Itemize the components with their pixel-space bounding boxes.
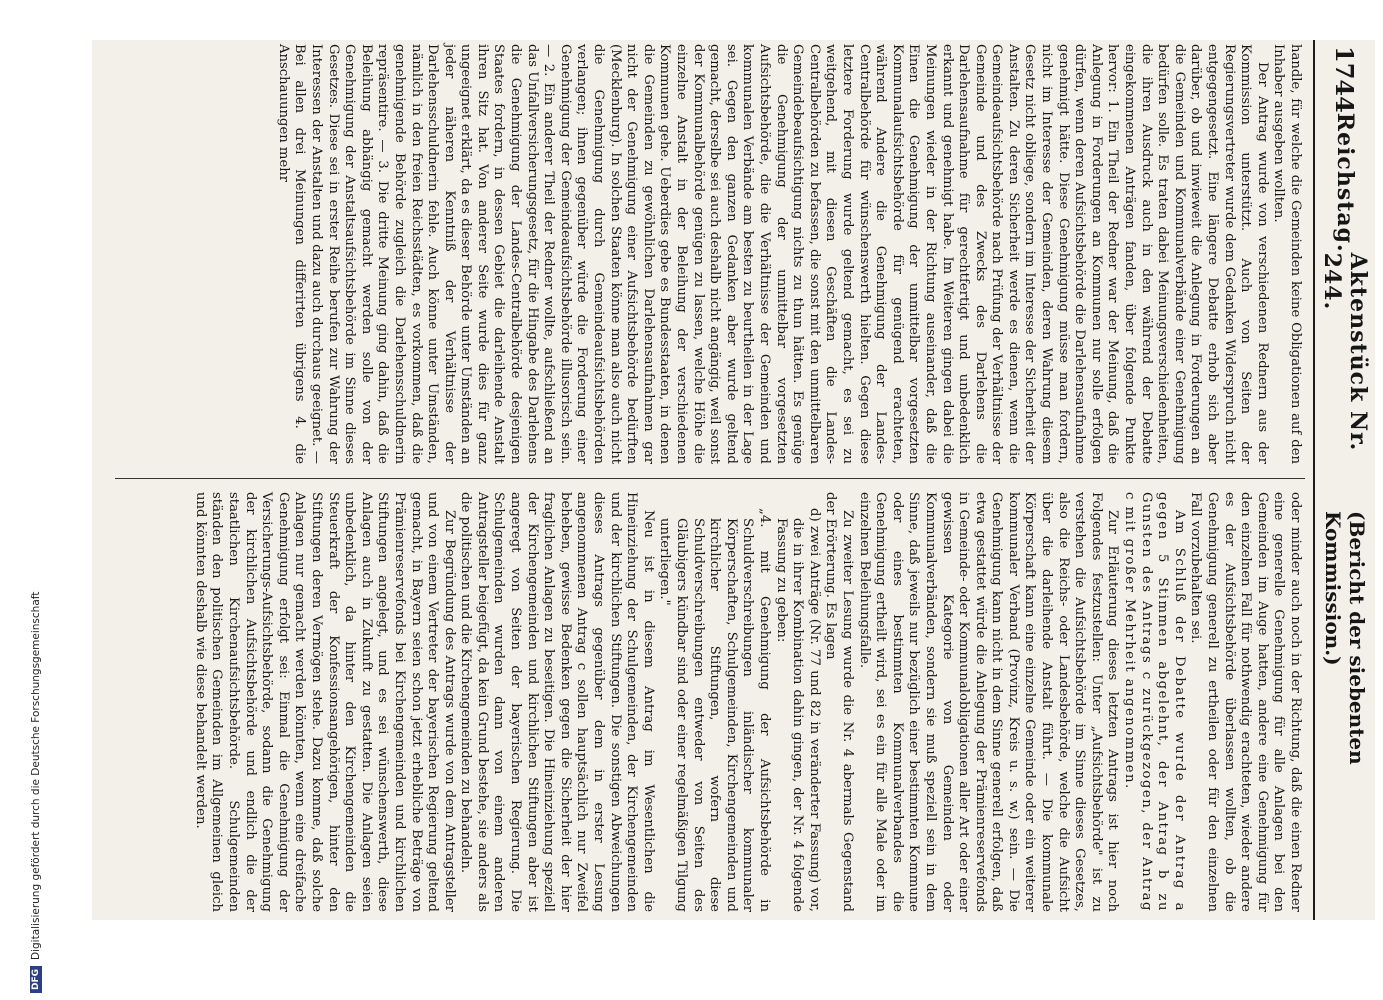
page-header (1313, 40, 1375, 920)
publication-title: Reichstag. (1332, 112, 1358, 253)
paragraph: oder minder auch noch in der Richtung, daß die einen Redner eine generelle Genehmigung für alle Anlagen bei den Gemeinden im Auge hatten, andere eine Genehmigung für den einzelnen Fall für nothwendig erachteten, wieder andere es der Aufsichtsbehörde überlassen wollten, ob die Genehmigung generell zu ertheilen oder für den einzelnen Fall vorzubehalten sei. (1188, 492, 1303, 912)
funding-credit-text: Digitalisierung gefördert durch die Deutsche Forschungsgemeinschaft (30, 591, 42, 960)
paragraph: Der Antrag wurde von verschiedenen Rednern aus der Kommission unterstützt. Auch von Seiten der Regierungsvertreter wurde dem Gedanken Widerspruch nicht entgegengesetzt. Eine längere Debatte erhob sich aber darüber, ob und inwieweit die Anlegung in Forderungen an die Gemeinden und Kommunalverbände einer Genehmigung bedürfen solle. Es traten dabei Meinungsverschiedenheiten, die ihren Ausdruck auch in den während der Debatte eingekommenen Anträgen fanden, über folgende Punkte hervor: 1. Ein Theil der Redner war der Meinung, daß die Anlegung in Forderungen an Kommunen nur solle erfolgen dürfen, wenn deren Aufsichtsbehörde die Darlehensaufnahme genehmigt hätte. Diese Genehmigung müsse man fordern, nicht im Interesse der Gemeinden, deren Wahrung diesem Gesetz nicht obliege, sondern im Interesse der Sicherheit der Anstalten. Zu deren Sicherheit werde es dienen, wenn die Gemeindeaufsichtsbehörde nach Prüfung der Verhältnisse der Gemeinde und des Zwecks des Darlehens die Darlehensaufnahme für gerechtfertigt und unbedenklich erkannt und genehmigt habe. Im Weiteren gingen dabei die Meinungen wieder in der Richtung auseinander, daß die Einen die Genehmigung der unmittelbar vorgesetzten Kommunalaufsichtsbehörde für genügend erachteten, während Andere die Genehmigung der Landes-Centralbehörde für wünschenswerth hielten. Gegen diese letztere Forderung wurde geltend gemacht, es sei zu weitgehend, mit diesen Geschäften die Landes-Centralbehörden zu befassen, die sonst mit den unmittelbaren Gemeindebeaufsichtigung nichts zu thun hätten. Es genüge die Genehmigung der unmittelbar vorgesetzten Aufsichtsbehörde, die die Verhältnisse der Gemeinden und kommunalen Verbände am besten zu beurtheilen in der Lage sei. Gegen den ganzen Gedanken aber wurde geltend gemacht, derselbe sei auch deshalb nicht angängig, weil sonst der Kommunalbehörde genügen zu lassen, welche Höhe die einzelne Anstalt in der Beleihung der verschiedenen Kommunen gehe. Ueberdies gebe es Bundesstaaten, in denen die Gemeinden zu gewöhnlichen Darlehensaufnahmen gar nicht der Genehmigung einer Aufsichtsbehörde bedürften (Mecklenburg). In solchen Staaten könne man also auch nicht die Genehmigung durch Gemeindeaufsichtsbehörden verlangen; ihnen gegenüber würde die Forderung einer Genehmigung der Gemeindeaufsichtsbehörde illusorisch sein. — 2. Ein anderer Theil der Redner wollte, aufschließend an das Unfallversicherungsgesetz, für die Hingabe des Darlehens die Genehmigung der Landes-Centralbehörde desjenigen Staates fordern, in dessen Gebiet die darleihende Anstalt ihren Sitz hat. Von anderer Seite wurde dies für ganz ungeeignet erklärt, da es dieser Behörde unter Umständen an jeder näheren Kenntniß der Verhältnisse der Darlehensschuldnerin fehle. Auch könne unter Umständen, nämlich in den freien Reichsstädten, es vorkommen, daß die genehmigende Behörde zugleich die Darlehensschuldnerin repräsentire. — 3. Die dritte Meinung ging dahin, daß die Beleihung abhängig gemacht werden solle von der Genehmigung der Anstaltsaufsichtsbehörde im Sinne dieses Gesetzes. Diese sei in erster Reihe berufen zur Wahrung der Interessen der Anstalten und dazu auch durchaus geeignet. — Bei allen drei Meinungen differirten übrigens 4. die Anschauungen mehr (275, 44, 1270, 464)
dfg-logo: DFG (30, 966, 42, 993)
paragraph: Zur Begründung des Antrags wurde von dem Antragsteller und von einem Vertreter der bayerischen Regierung geltend gemacht, in Bayern seien schon jetzt erhebliche Beträge von Prämienreservefonds bei Kirchengemeinden und kirchlichen Stiftungen angelegt, und es sei wünschenswerth, diese Anlagen auch in Zukunft zu gestatten. Die Anlagen seien unbedenklich, da hinter den Kirchengemeinden die Steuerkraft der Konfessionsangehörigen, hinter den Stiftungen deren Vermögen stehe. Dazu komme, daß solche Anlagen nur gemacht werden könnten, wenn eine dreifache Genehmigung erfolgt sei: Einmal die Genehmigung der Versicherungs-Aufsichtsbehörde, sodann die Genehmigung der kirchlichen Aufsichtsbehörde und endlich die der staatlichen Kirchenaufsichtsbehörde. Schulgemeinden ständen den politischen Gemeinden im Allgemeinen gleich und könnten deshalb wie diese behandelt werden. (192, 492, 457, 912)
paragraph: d) zwei Anträge (Nr. 77 und 82 in veränderter Fassung) vor, die in ihrer Kombination dahin gingen, der Nr. 4 folgende Fassung zu geben: (773, 508, 822, 912)
text-column-right (192, 492, 1303, 912)
column-divider (115, 478, 1305, 479)
paragraph: Zu zweiter Lesung wurde die Nr. 4 abermals Gegenstand der Erörterung. Es lagen (823, 492, 855, 912)
document-page (92, 40, 1375, 920)
text-column-left (98, 44, 1303, 464)
funding-credit (24, 13, 48, 993)
page-number: 1744 (1330, 46, 1360, 113)
document-label: Aktenstück Nr. 244. (1319, 252, 1371, 452)
funding-credit-strip (0, 0, 42, 1000)
paragraph: „4. mit Genehmigung der Aufsichtsbehörde in Schuldverschreibungen inländischer kommunaler Körperschaften, Schulgemeinden, Kirchengemeinden und kirchlicher Stiftungen, wofern diese Schuldverschreibungen entweder von Seiten des Gläubigers kündbar sind oder einer regelmäßigen Tilgung unterliegen." (657, 508, 772, 912)
paragraph: Am Schluß der Debatte wurde der Antrag a gegen 5 Stimmen abgelehnt, der Antrag b zu Gunsten des Antrags c zurückgezogen, der Antrag c mit großer Mehrheit angenommen. (1122, 492, 1187, 912)
report-subtitle: (Bericht der siebenten Kommission.) (1321, 511, 1369, 765)
paragraph: Neu ist in diesem Antrag im Wesentlichen die Hineinziehung der Schulgemeinden, der Kirchengemeinden und der kirchlichen Stiftungen. Die sonstigen Abweichungen dieses Antrags gegenüber dem in erster Lesung angenommenen Antrag c sollen hauptsächlich nur Zweifel beheben, gewisse Bedenken gegen die Sicherheit der hier fraglichen Anlagen zu beseitigen. Die Hineinziehung speziell der Kirchengemeinden und kirchlichen Stiftungen aber ist angeregt von Seiten der bayerischen Regierung. Die Schulgemeinden wurden dann von einem anderen Antragsteller beigefügt, da kein Grund bestehe, sie anders als die politischen und die Kirchengemeinden zu behandeln. (458, 492, 656, 912)
paragraph: handle, für welche die Gemeinden keine Obligationen auf den Inhaber ausgeben wollten. (1271, 44, 1303, 464)
paragraph: Zur Erläuterung dieses letzten Antrags ist hier noch Folgendes festzustellen: Unter „Aufsichtsbehörde" ist zu verstehen die Aufsichtsbehörde im Sinne dieses Gesetzes, also die Reichs- oder Landesbehörde, welche die Aufsicht über die darleihende Anstalt führt. — Die kommunale Körperschaft kann eine einzelne Gemeinde oder ein weiterer kommunaler Verband (Provinz, Kreis u. s. w.) sein. — Die Genehmigung kann nicht in dem Sinne generell erfolgen, daß etwa gestattet würde die Anlegung der Prämienreservefonds in Gemeinde- oder Kommunalobligationen aller Art oder einer gewissen Kategorie von Gemeinden oder Kommunalverbänden, sondern sie muß speziell sein in dem Sinne, daß jeweils nur bezüglich einer bestimmten Kommune oder eines bestimmten Kommunalverbandes die Genehmigung ertheilt wird, sei es ein für alle Male oder im einzelnen Beleihungsfalle. (856, 492, 1121, 912)
